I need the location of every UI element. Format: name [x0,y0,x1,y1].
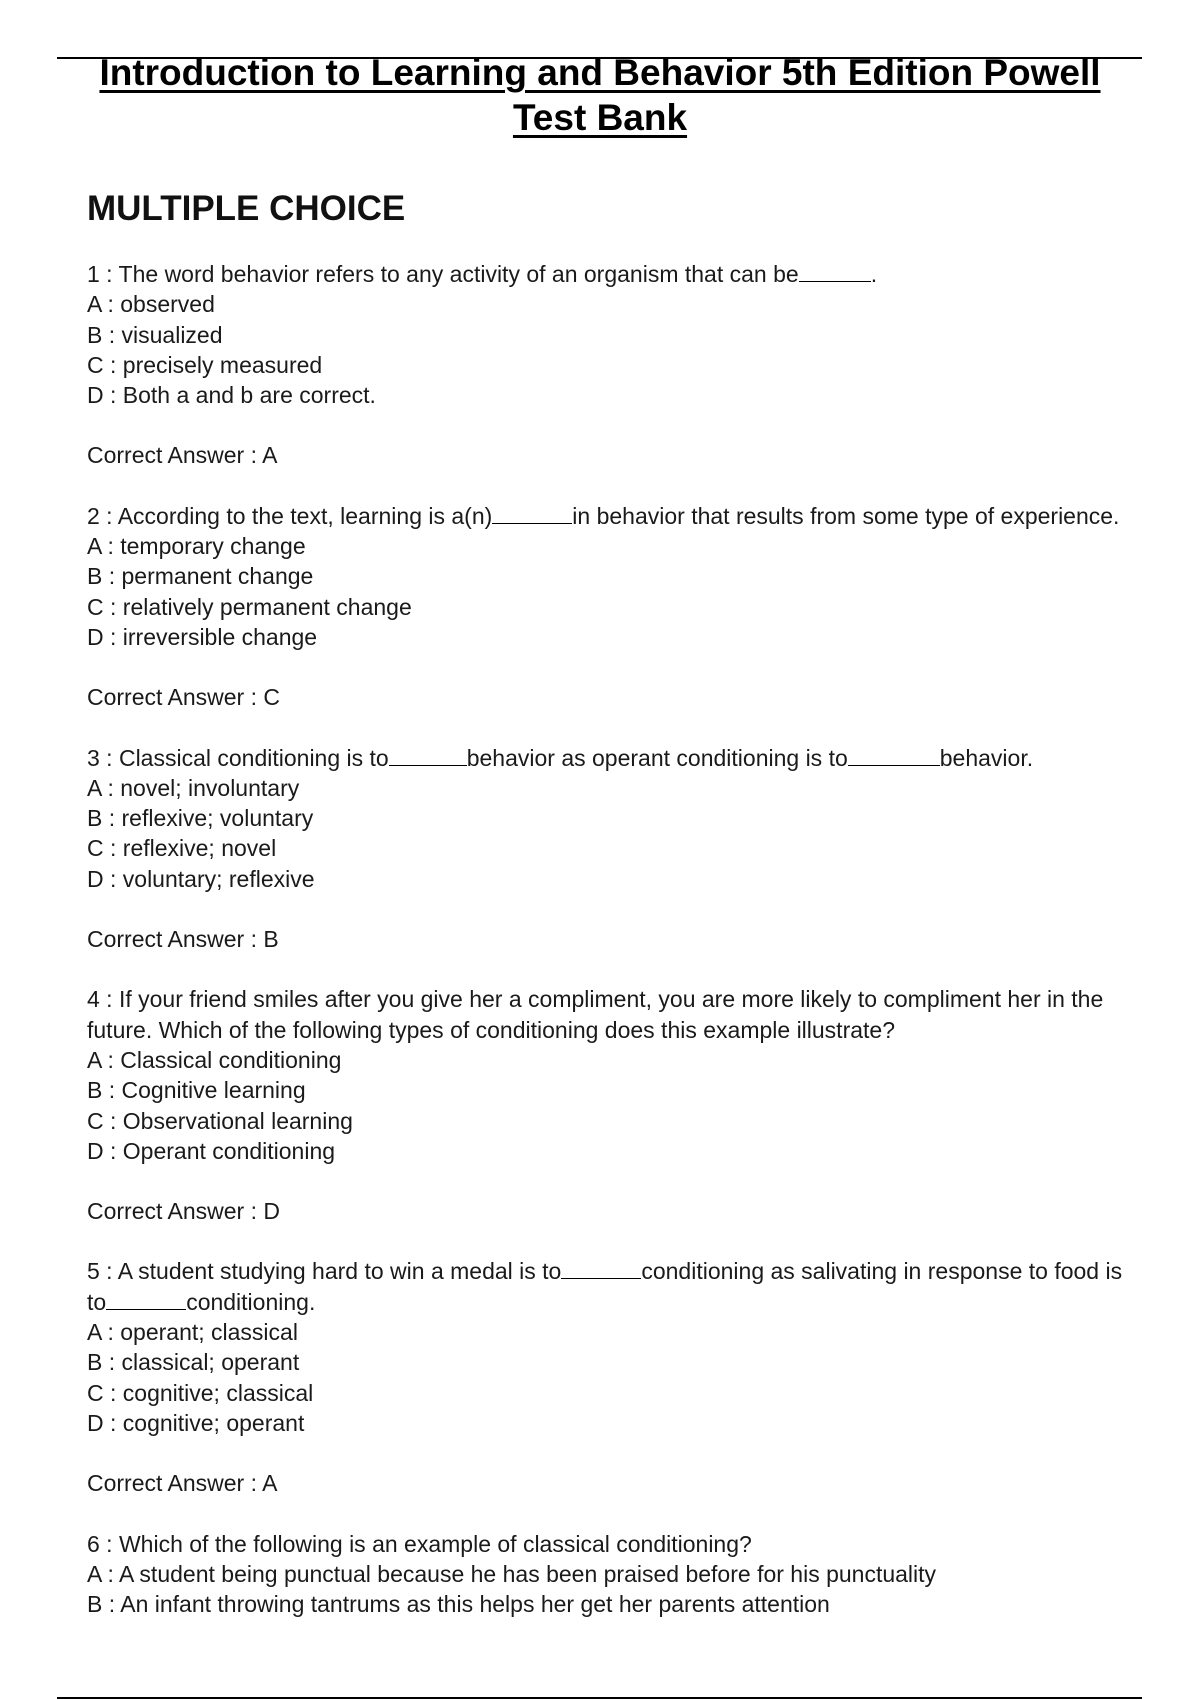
title-line-2: Test Bank [512,97,688,138]
option-b: B : classical; operant [87,1349,300,1376]
question-2 [87,501,1127,713]
stem-text: in behavior that results from some type of experience. [572,502,1120,529]
option-a: A : A student being punctual because he has been praised before for his punctuality [87,1560,937,1587]
option-b: B : permanent change [87,563,314,590]
section-heading: MULTIPLE CHOICE [87,189,406,228]
answer-blank [799,260,871,282]
stem-text: conditioning. [186,1288,316,1315]
question-5 [87,1256,1127,1498]
correct-answer: Correct Answer : C [87,684,280,711]
question-stem [87,259,1127,289]
option-a: A : Classical conditioning [87,1046,342,1073]
option-c: C : cognitive; classical [87,1379,314,1406]
option-d: D : Both a and b are correct. [87,382,376,409]
answer-blank [492,502,572,524]
answer-blank [561,1257,641,1279]
option-b: B : Cognitive learning [87,1077,306,1104]
option-b: B : reflexive; voluntary [87,805,314,832]
stem-text: conditioning as salivating in response to food is to [87,1258,1123,1315]
answer-blank [389,744,467,766]
correct-answer: Correct Answer : A [87,1470,278,1497]
option-b: B : An infant throwing tantrums as this helps her get her parents attention [87,1591,830,1618]
question-3 [87,743,1127,955]
question-6 [87,1529,1127,1620]
bottom-rule [57,1697,1142,1699]
option-d: D : Operant conditioning [87,1137,336,1164]
stem-text: . [870,261,878,287]
answer-blank [106,1288,186,1310]
document-title [0,50,1200,140]
option-c: C : reflexive; novel [87,835,277,862]
question-stem: 4 : If your friend smiles after you give her a compliment, you are more likely to compliment her in the future. Which of the following types of conditioning does this example illustrate? [87,986,1104,1043]
option-a: A : novel; involuntary [87,774,300,801]
option-a: A : temporary change [87,533,306,560]
stem-text: behavior as operant conditioning is to [466,744,848,771]
option-c: C : relatively permanent change [87,593,412,620]
correct-answer: Correct Answer : B [87,926,279,953]
title-line-1: Introduction to Learning and Behavior 5th Edition Powell [99,52,1101,93]
stem-text: behavior. [939,744,1034,771]
correct-answer: Correct Answer : D [87,1198,280,1225]
option-c: C : precisely measured [87,351,323,378]
option-d: D : cognitive; operant [87,1409,305,1436]
question-4 [87,984,1127,1226]
stem-text: 3 : Classical conditioning is to [87,744,389,771]
stem-text: 5 : A student studying hard to win a medal is to [87,1258,562,1285]
option-d: D : irreversible change [87,623,318,650]
answer-blank [848,744,940,766]
option-a: A : operant; classical [87,1319,298,1346]
stem-text: 2 : According to the text, learning is a(n) [87,502,493,529]
question-1 [87,259,1127,471]
question-stem: 6 : Which of the following is an example of classical conditioning? [87,1530,752,1557]
question-stem [87,743,1127,773]
option-b: B : visualized [87,321,223,348]
question-list [87,259,1127,1649]
question-stem [87,1256,1127,1317]
stem-text: 1 : The word behavior refers to any activity of an organism that can be [87,261,799,287]
question-stem [87,501,1127,531]
option-d: D : voluntary; reflexive [87,865,315,892]
option-a: A : observed [87,291,215,318]
option-c: C : Observational learning [87,1107,353,1134]
correct-answer: Correct Answer : A [87,442,278,469]
